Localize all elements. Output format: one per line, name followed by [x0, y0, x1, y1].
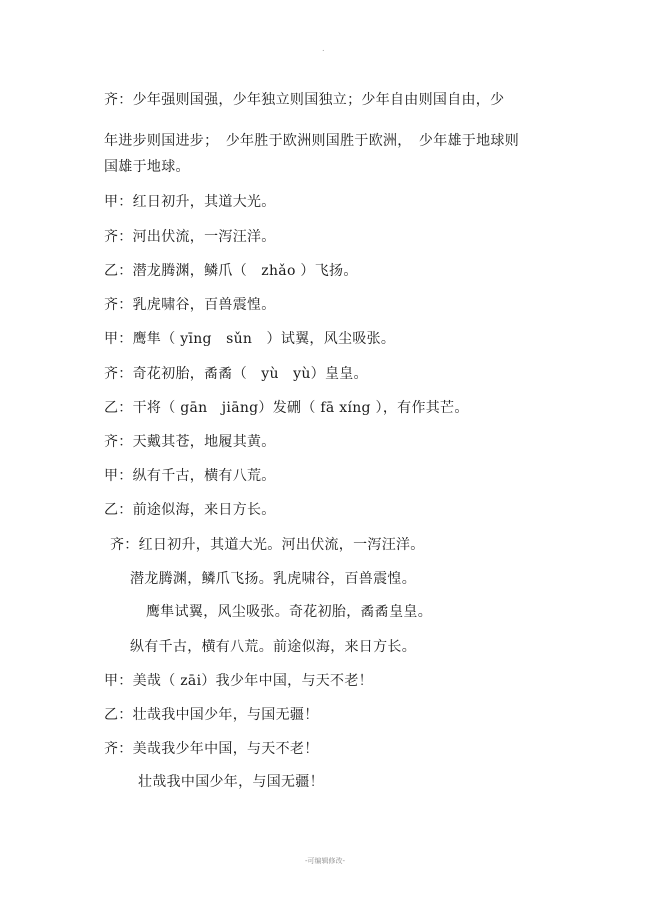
text-line: 乙：前途似海，来日方长。 [104, 502, 276, 518]
text-line: 甲：美哉（ zāi）我少年中国，与天不老！ [104, 673, 373, 689]
text-line: 甲：纵有千古，横有八荒。 [104, 468, 276, 484]
text-line: 鹰隼试翼，风尘吸张。奇花初胎，矞矞皇皇。 [146, 604, 432, 620]
text-line: 甲：鹰隼（ yīng sǔn ）试翼，风尘吸张。 [104, 331, 396, 347]
text-line: 齐：红日初升，其道大光。河出伏流，一泻汪洋。 [110, 537, 425, 553]
text-line: 乙：潜龙腾渊，鳞爪（ zhǎo ）飞扬。 [104, 263, 358, 279]
text-line: 齐：奇花初胎，矞矞（ yù yù）皇皇。 [104, 366, 368, 382]
text-line: 乙：壮哉我中国少年，与国无疆！ [104, 707, 319, 723]
text-line: 齐：河出伏流，一泻汪洋。 [104, 229, 276, 245]
text-line: 齐：天戴其苍，地履其黄。 [104, 434, 276, 450]
page-footer: -可编辑修改- [304, 857, 346, 865]
text-line: 齐：乳虎啸谷，百兽震惶。 [104, 297, 276, 313]
text-line: 甲：红日初升，其道大光。 [104, 194, 276, 210]
text-line: 乙：干将（ gān jiāng）发硎（ fā xíng ），有作其芒。 [104, 400, 469, 416]
text-line: 年进步则国进步； 少年胜于欧洲则国胜于欧洲， 少年雄于地球则 [104, 133, 519, 149]
text-line: 壮哉我中国少年，与国无疆！ [138, 774, 324, 790]
text-line: 国雄于地球。 [104, 159, 190, 175]
text-line: 齐：少年强则国强，少年独立则国独立；少年自由则国自由，少 [104, 92, 505, 108]
header-mark: . [322, 44, 325, 53]
text-line: 纵有千古，横有八荒。前途似海，来日方长。 [130, 639, 416, 655]
text-line: 齐：美哉我少年中国，与天不老！ [104, 741, 319, 757]
text-line: 潜龙腾渊，鳞爪飞扬。乳虎啸谷，百兽震惶。 [130, 571, 416, 587]
